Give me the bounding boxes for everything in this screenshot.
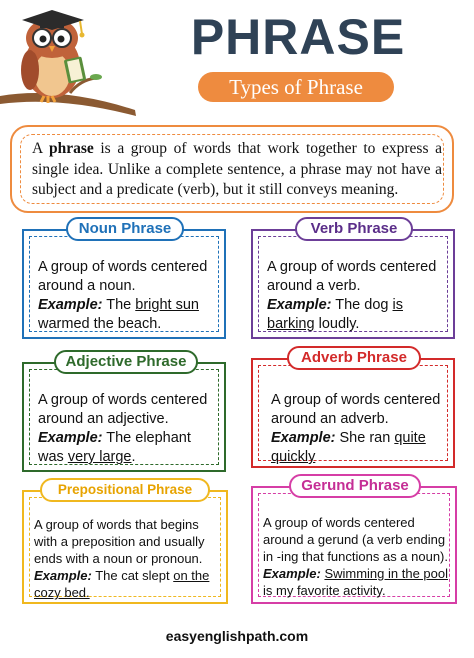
adverb-example-label: Example: (271, 430, 336, 446)
verb-phrase-label: Verb Phrase (295, 217, 413, 241)
prepositional-phrase-card (22, 482, 228, 604)
gerund-example-after: is my favorite activity. (263, 583, 386, 598)
noun-example-phrase: bright sun (135, 297, 199, 313)
prepositional-phrase-body (34, 516, 224, 601)
adjective-phrase-body (38, 391, 218, 467)
page-title: PHRASE (190, 9, 406, 65)
noun-phrase-card (22, 220, 226, 339)
verb-phrase-body (267, 258, 447, 334)
verb-example-before: The dog (331, 297, 393, 313)
verb-example-label: Example: (267, 297, 332, 313)
verb-example-phrase: is barking (267, 297, 403, 332)
adverb-example-before: She ran (335, 430, 395, 446)
adjective-definition: A group of words centered around an adjective. (38, 392, 208, 427)
gerund-example-label: Example: (263, 566, 321, 581)
adverb-phrase-card (251, 349, 455, 468)
gerund-phrase-card (251, 477, 457, 604)
verb-definition: A group of words centered around a verb. (267, 259, 437, 294)
intro-prefix: A (32, 140, 49, 157)
noun-example-label: Example: (38, 297, 103, 313)
adverb-phrase-label: Adverb Phrase (287, 346, 421, 370)
noun-phrase-body (38, 258, 218, 334)
footer-website: easyenglishpath.com (165, 628, 309, 644)
adjective-phrase-label: Adjective Phrase (54, 350, 198, 374)
adverb-definition: A group of words centered around an adverb. (271, 392, 441, 427)
owl-mascot-icon (0, 0, 140, 125)
verb-example-after: loudly. (314, 316, 360, 332)
noun-phrase-label: Noun Phrase (66, 217, 184, 241)
gerund-definition: A group of words centered around a gerund (a verb ending in -ing that functions as a noun). (263, 515, 449, 564)
gerund-phrase-label: Gerund Phrase (289, 474, 421, 498)
intro-text (32, 139, 442, 201)
gerund-phrase-body (263, 514, 455, 599)
prepositional-example-phrase: on the cozy bed. (34, 568, 210, 600)
noun-example-after: warmed the beach. (38, 316, 162, 332)
gerund-example-phrase: Swimming in the pool (324, 566, 448, 581)
prepositional-example-before: The cat slept (91, 568, 174, 583)
adjective-example-after: . (131, 449, 136, 465)
prepositional-example-label: Example: (34, 568, 92, 583)
prepositional-definition: A group of words that begins with a preposition and usually ends with a noun or pronoun. (34, 517, 205, 566)
subtitle-badge: Types of Phrase (198, 72, 394, 102)
noun-definition: A group of words centered around a noun. (38, 259, 208, 294)
adverb-phrase-body (271, 391, 447, 467)
adjective-phrase-card (22, 353, 226, 472)
adjective-example-label: Example: (38, 430, 103, 446)
adverb-example-phrase: quite quickly (271, 430, 426, 465)
adjective-example-before: The elephant was (38, 430, 191, 465)
verb-phrase-card (251, 220, 455, 339)
adjective-example-phrase: very large (67, 449, 132, 465)
prepositional-phrase-label: Prepositional Phrase (40, 478, 210, 502)
noun-example-before: The (102, 297, 136, 313)
intro-bold-word: phrase (48, 140, 94, 157)
intro-rest: is a group of words that work together to express a single idea. Unlike a complete sentence, a phrase may not have a subject and a predicate (verb), but it still conveys meaning. (32, 140, 442, 198)
intro-box (10, 125, 454, 213)
